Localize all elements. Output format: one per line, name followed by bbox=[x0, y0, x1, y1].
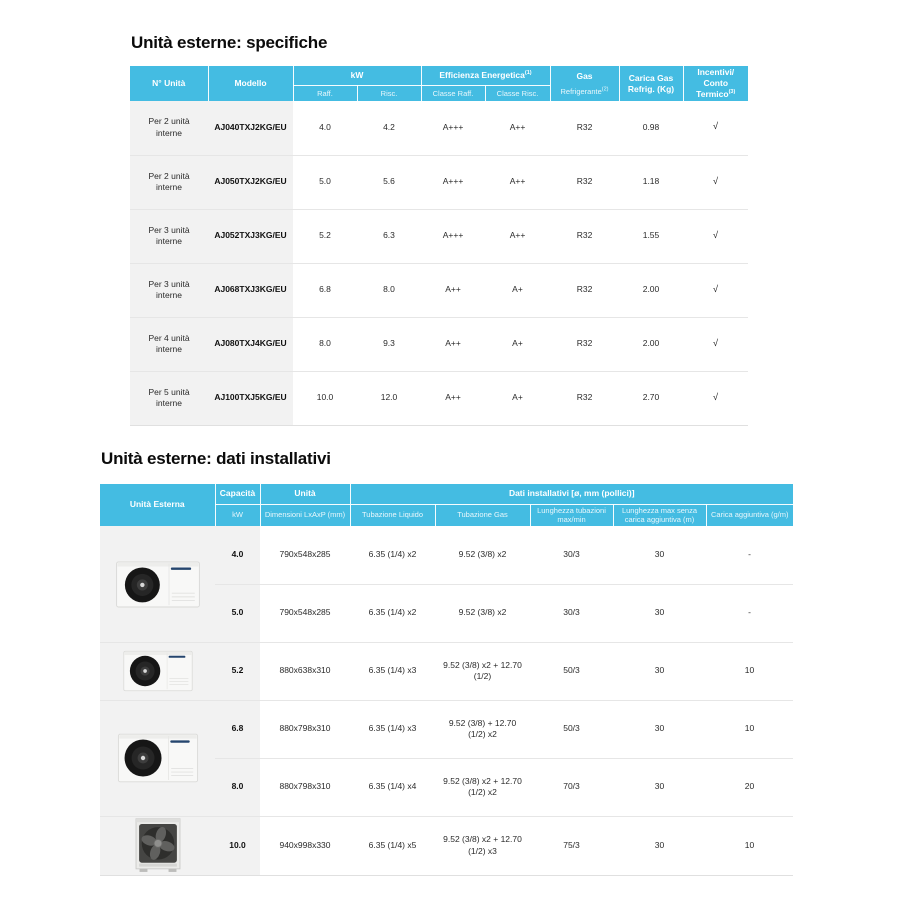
cell-lunghezza-max: 30 bbox=[613, 584, 706, 642]
outdoor-unit-image bbox=[100, 816, 215, 875]
cell-n-unita: Per 2 unità interne bbox=[130, 155, 208, 209]
cell-classe-risc: A++ bbox=[485, 155, 550, 209]
cell-risc: 12.0 bbox=[357, 371, 421, 425]
table-row bbox=[130, 317, 748, 371]
checkmark: √ bbox=[683, 371, 748, 425]
outdoor-unit-image bbox=[100, 642, 215, 700]
table-row bbox=[100, 526, 793, 584]
cell-modello: AJ080TXJ4KG/EU bbox=[208, 317, 293, 371]
header-incentivi bbox=[683, 66, 748, 101]
outdoor-unit-compact-tall-image bbox=[100, 646, 215, 696]
cell-modello: AJ040TXJ2KG/EU bbox=[208, 101, 293, 155]
cell-dimensioni: 880x798x310 bbox=[260, 758, 350, 816]
cell-carica-aggiuntiva: 10 bbox=[706, 700, 793, 758]
outdoor-unit-medium-image bbox=[100, 727, 215, 789]
cell-tubazione-liquido: 6.35 (1/4) x3 bbox=[350, 700, 435, 758]
cell-classe-raff: A++ bbox=[421, 263, 485, 317]
cell-risc: 6.3 bbox=[357, 209, 421, 263]
table-row bbox=[130, 155, 748, 209]
cell-lunghezza-tubazioni: 30/3 bbox=[530, 584, 613, 642]
cell-lunghezza-tubazioni: 50/3 bbox=[530, 700, 613, 758]
cell-carica: 1.18 bbox=[619, 155, 683, 209]
cell-capacita: 8.0 bbox=[215, 758, 260, 816]
checkmark: √ bbox=[683, 263, 748, 317]
cell-lunghezza-tubazioni: 75/3 bbox=[530, 816, 613, 875]
cell-gas: R32 bbox=[550, 317, 619, 371]
outdoor-unit-compact-image bbox=[100, 554, 215, 614]
cell-risc: 4.2 bbox=[357, 101, 421, 155]
header-dimensioni: Dimensioni LxAxP (mm) bbox=[260, 504, 350, 526]
cell-gas: R32 bbox=[550, 263, 619, 317]
cell-n-unita: Per 3 unità interne bbox=[130, 263, 208, 317]
cell-classe-risc: A++ bbox=[485, 101, 550, 155]
table-row bbox=[130, 209, 748, 263]
cell-capacita: 6.8 bbox=[215, 700, 260, 758]
table-row bbox=[130, 263, 748, 317]
cell-carica-aggiuntiva: 10 bbox=[706, 642, 793, 700]
table-row bbox=[100, 816, 793, 875]
cell-risc: 9.3 bbox=[357, 317, 421, 371]
outdoor-unit-illustration bbox=[120, 646, 196, 696]
cell-tubazione-gas: 9.52 (3/8) x2 bbox=[435, 584, 530, 642]
table-row bbox=[130, 101, 748, 155]
cell-raff: 4.0 bbox=[293, 101, 357, 155]
footnote-1: (1) bbox=[524, 70, 532, 77]
header-lunghezza-tubazioni: Lunghezza tubazioni max/min bbox=[530, 504, 613, 526]
cell-modello: AJ100TXJ5KG/EU bbox=[208, 371, 293, 425]
cell-carica-aggiuntiva: - bbox=[706, 526, 793, 584]
cell-tubazione-gas: 9.52 (3/8) x2 + 12.70 (1/2) x2 bbox=[435, 758, 530, 816]
cell-lunghezza-max: 30 bbox=[613, 642, 706, 700]
cell-n-unita: Per 2 unità interne bbox=[130, 101, 208, 155]
header-kw: kW bbox=[215, 504, 260, 526]
cell-carica: 0.98 bbox=[619, 101, 683, 155]
cell-classe-raff: A+++ bbox=[421, 101, 485, 155]
cell-gas: R32 bbox=[550, 155, 619, 209]
cell-dimensioni: 790x548x285 bbox=[260, 584, 350, 642]
header-gas-label: Gas bbox=[576, 70, 593, 81]
cell-carica: 2.70 bbox=[619, 371, 683, 425]
cell-capacita: 5.0 bbox=[215, 584, 260, 642]
outdoor-unit-image bbox=[100, 526, 215, 642]
header-raff: Raff. bbox=[293, 85, 357, 101]
cell-dimensioni: 880x638x310 bbox=[260, 642, 350, 700]
cell-tubazione-liquido: 6.35 (1/4) x4 bbox=[350, 758, 435, 816]
cell-raff: 6.8 bbox=[293, 263, 357, 317]
footnote-3: (3) bbox=[728, 89, 736, 96]
checkmark: √ bbox=[683, 101, 748, 155]
header-lunghezza-max: Lunghezza max senza carica aggiuntiva (m) bbox=[613, 504, 706, 526]
outdoor-unit-image bbox=[100, 700, 215, 816]
cell-classe-raff: A++ bbox=[421, 317, 485, 371]
cell-classe-raff: A++ bbox=[421, 371, 485, 425]
header-classe-risc: Classe Risc. bbox=[485, 85, 550, 101]
header-efficienza-group bbox=[421, 66, 550, 85]
checkmark: √ bbox=[683, 155, 748, 209]
cell-tubazione-gas: 9.52 (3/8) x2 + 12.70 (1/2) x3 bbox=[435, 816, 530, 875]
cell-dimensioni: 940x998x330 bbox=[260, 816, 350, 875]
cell-raff: 10.0 bbox=[293, 371, 357, 425]
footnote-2: (2) bbox=[601, 86, 609, 93]
header-capacita-group: Capacità bbox=[215, 484, 260, 504]
header-dati-installativi-group: Dati installativi [ø, mm (pollici)] bbox=[350, 484, 793, 504]
cell-raff: 5.2 bbox=[293, 209, 357, 263]
header-efficienza-label: Efficienza Energetica bbox=[439, 69, 525, 80]
cell-gas: R32 bbox=[550, 101, 619, 155]
cell-carica: 1.55 bbox=[619, 209, 683, 263]
header-unita-esterna: Unità Esterna bbox=[100, 484, 215, 526]
installation-table bbox=[100, 484, 793, 876]
cell-carica-aggiuntiva: - bbox=[706, 584, 793, 642]
cell-risc: 8.0 bbox=[357, 263, 421, 317]
header-gas bbox=[550, 66, 619, 101]
table-row bbox=[100, 700, 793, 758]
cell-carica: 2.00 bbox=[619, 317, 683, 371]
cell-modello: AJ052TXJ3KG/EU bbox=[208, 209, 293, 263]
cell-tubazione-liquido: 6.35 (1/4) x2 bbox=[350, 526, 435, 584]
header-unita-group: Unità bbox=[260, 484, 350, 504]
header-classe-raff: Classe Raff. bbox=[421, 85, 485, 101]
cell-tubazione-gas: 9.52 (3/8) + 12.70 (1/2) x2 bbox=[435, 700, 530, 758]
header-incentivi-line1: Incentivi/ bbox=[697, 67, 735, 77]
header-kw-group: kW bbox=[293, 66, 421, 85]
cell-lunghezza-tubazioni: 30/3 bbox=[530, 526, 613, 584]
specs-table bbox=[130, 66, 748, 426]
outdoor-unit-large-illustration bbox=[126, 817, 190, 875]
outdoor-unit-illustration bbox=[112, 554, 204, 614]
cell-capacita: 4.0 bbox=[215, 526, 260, 584]
cell-capacita: 10.0 bbox=[215, 816, 260, 875]
cell-carica: 2.00 bbox=[619, 263, 683, 317]
cell-raff: 8.0 bbox=[293, 317, 357, 371]
table2-title: Unità esterne: dati installativi bbox=[101, 449, 331, 468]
cell-n-unita: Per 3 unità interne bbox=[130, 209, 208, 263]
cell-capacita: 5.2 bbox=[215, 642, 260, 700]
cell-modello: AJ068TXJ3KG/EU bbox=[208, 263, 293, 317]
cell-lunghezza-max: 30 bbox=[613, 758, 706, 816]
cell-dimensioni: 790x548x285 bbox=[260, 526, 350, 584]
cell-n-unita: Per 5 unità interne bbox=[130, 371, 208, 425]
header-modello: Modello bbox=[208, 66, 293, 101]
header-carica-gas: Carica Gas Refrig. (Kg) bbox=[619, 66, 683, 101]
table-row bbox=[100, 642, 793, 700]
checkmark: √ bbox=[683, 209, 748, 263]
cell-lunghezza-max: 30 bbox=[613, 526, 706, 584]
checkmark: √ bbox=[683, 317, 748, 371]
header-incentivi-line2: Conto Termico bbox=[696, 78, 729, 100]
cell-lunghezza-tubazioni: 70/3 bbox=[530, 758, 613, 816]
cell-tubazione-gas: 9.52 (3/8) x2 + 12.70 (1/2) bbox=[435, 642, 530, 700]
header-carica-aggiuntiva: Carica aggiuntiva (g/m) bbox=[706, 504, 793, 526]
cell-classe-risc: A+ bbox=[485, 263, 550, 317]
cell-lunghezza-max: 30 bbox=[613, 700, 706, 758]
cell-classe-raff: A+++ bbox=[421, 209, 485, 263]
header-risc: Risc. bbox=[357, 85, 421, 101]
cell-classe-risc: A+ bbox=[485, 371, 550, 425]
cell-lunghezza-max: 30 bbox=[613, 816, 706, 875]
cell-dimensioni: 880x798x310 bbox=[260, 700, 350, 758]
cell-classe-risc: A+ bbox=[485, 317, 550, 371]
cell-tubazione-gas: 9.52 (3/8) x2 bbox=[435, 526, 530, 584]
cell-tubazione-liquido: 6.35 (1/4) x2 bbox=[350, 584, 435, 642]
header-tubazione-gas: Tubazione Gas bbox=[435, 504, 530, 526]
cell-lunghezza-tubazioni: 50/3 bbox=[530, 642, 613, 700]
cell-classe-risc: A++ bbox=[485, 209, 550, 263]
cell-modello: AJ050TXJ2KG/EU bbox=[208, 155, 293, 209]
cell-gas: R32 bbox=[550, 371, 619, 425]
outdoor-unit-large-image bbox=[100, 817, 215, 875]
cell-carica-aggiuntiva: 10 bbox=[706, 816, 793, 875]
header-tubazione-liquido: Tubazione Liquido bbox=[350, 504, 435, 526]
outdoor-unit-illustration bbox=[114, 727, 202, 789]
table-row bbox=[130, 371, 748, 425]
table1-title: Unità esterne: specifiche bbox=[131, 33, 328, 52]
cell-raff: 5.0 bbox=[293, 155, 357, 209]
cell-classe-raff: A+++ bbox=[421, 155, 485, 209]
cell-n-unita: Per 4 unità interne bbox=[130, 317, 208, 371]
cell-gas: R32 bbox=[550, 209, 619, 263]
header-n-unita: N° Unità bbox=[130, 66, 208, 101]
cell-carica-aggiuntiva: 20 bbox=[706, 758, 793, 816]
header-refrigerante-label: Refrigerante$^{(2)}$ bbox=[560, 86, 609, 96]
cell-tubazione-liquido: 6.35 (1/4) x5 bbox=[350, 816, 435, 875]
cell-tubazione-liquido: 6.35 (1/4) x3 bbox=[350, 642, 435, 700]
cell-risc: 5.6 bbox=[357, 155, 421, 209]
